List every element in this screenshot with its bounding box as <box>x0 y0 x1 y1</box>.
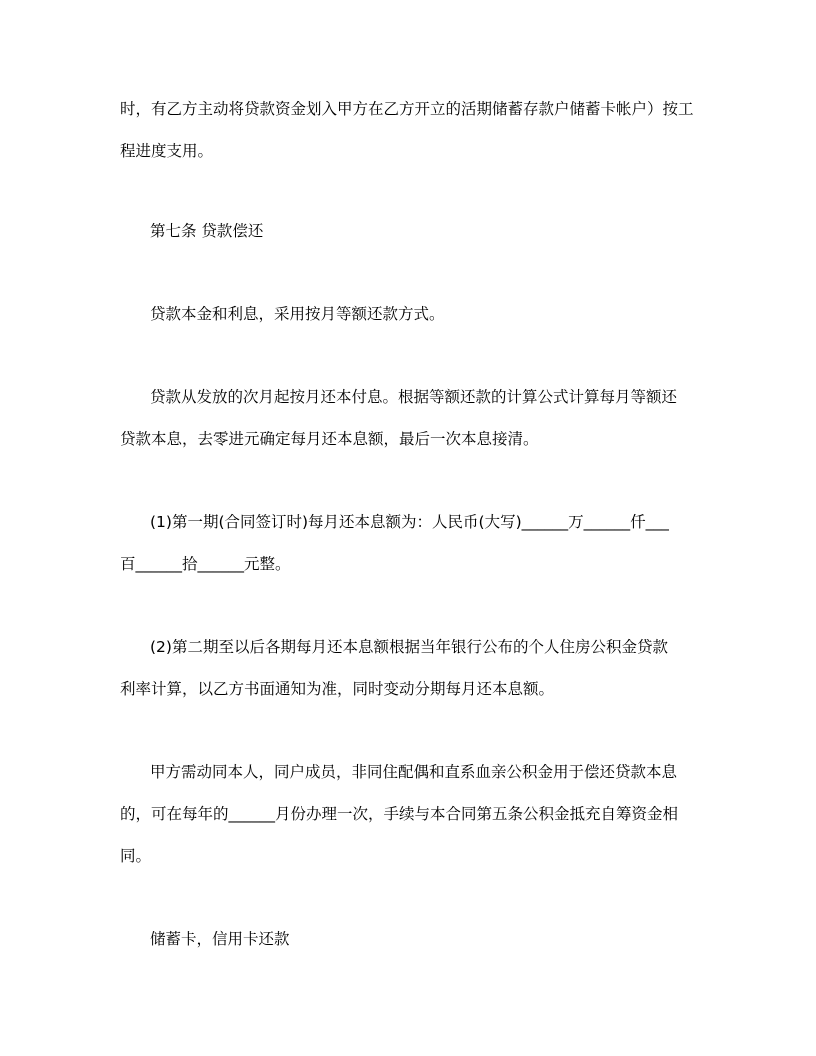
section-heading: 第七条 贷款偿还 <box>150 222 264 240</box>
paragraph-line: 百______拾______元整。 <box>120 555 291 573</box>
paragraph-line: (1)第一期(合同签订时)每月还本息额为：人民币(大写)______万______仟___ <box>150 513 669 531</box>
paragraph-line: (2)第二期至以后各期每月还本息额根据当年银行公布的个人住房公积金贷款 <box>150 638 668 656</box>
paragraph-line: 贷款本息，去零进元确定每月还本息额，最后一次本息接清。 <box>120 430 539 448</box>
paragraph-line: 的，可在每年的______月份办理一次，手续与本合同第五条公积金抵充自筹资金相 <box>120 805 679 823</box>
paragraph-line: 程进度支用。 <box>120 142 214 160</box>
paragraph-line: 同。 <box>120 847 152 865</box>
paragraph-line: 甲方需动同本人，同户成员，非同住配偶和直系血亲公积金用于偿还贷款本息 <box>150 763 678 781</box>
paragraph-line: 时，有乙方主动将贷款资金划入甲方在乙方开立的活期储蓄存款户储蓄卡帐户）按工 <box>120 100 694 118</box>
paragraph-line: 储蓄卡，信用卡还款 <box>150 930 290 948</box>
paragraph-line: 利率计算，以乙方书面通知为准，同时变动分期每月还本息额。 <box>120 680 555 698</box>
paragraph-line: 贷款本金和利息，采用按月等额还款方式。 <box>150 305 445 323</box>
paragraph-line: 贷款从发放的次月起按月还本付息。根据等额还款的计算公式计算每月等额还 <box>150 388 678 406</box>
